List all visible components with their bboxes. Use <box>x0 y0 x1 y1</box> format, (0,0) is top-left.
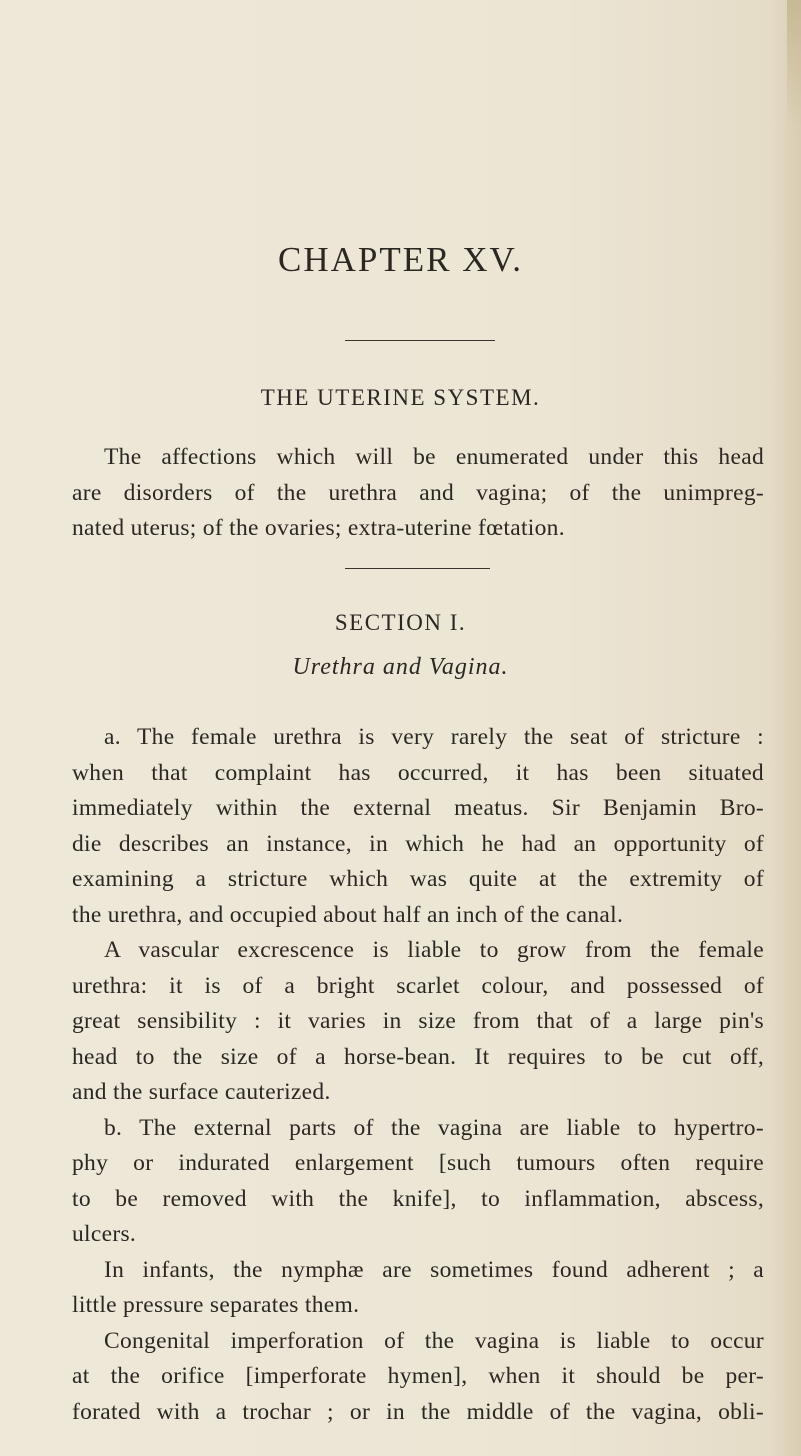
intro-line: The affections which will be enumerated under this head <box>104 444 764 470</box>
body-line: examining a stricture which was quite at the extremity of <box>72 866 764 892</box>
body-line: immediately within the external meatus. Sir Benjamin Bro- <box>72 795 764 821</box>
body-line: die describes an instance, in which he had an opportunity of <box>72 830 764 857</box>
section-heading: SECTION I. <box>334 610 467 635</box>
body-line: great sensibility : it varies in size from that of a large pin's <box>72 1008 764 1034</box>
body-line: and the surface cauterized. <box>72 1079 331 1105</box>
body-line: a. The female urethra is very rarely the seat of stricture : <box>104 724 764 750</box>
section-body <box>72 720 764 1430</box>
body-line: forated with a trochar ; or in the middle of the vagina, obli- <box>72 1398 764 1425</box>
body-line: A vascular excrescence is liable to grow from the female <box>104 937 764 963</box>
body-line: Congenital imperforation of the vagina is liable to occur <box>104 1327 764 1354</box>
intro-line: nated uterus; of the ovaries; extra-uterine fœtation. <box>72 515 565 541</box>
body-line: head to the size of a horse-bean. It requires to be cut off, <box>72 1043 764 1070</box>
body-line: little pressure separates them. <box>72 1292 360 1318</box>
body-line: to be removed with the knife], to inflammation, abscess, <box>72 1185 764 1212</box>
section-rule <box>345 568 490 569</box>
body-line: b. The external parts of the vagina are liable to hypertro- <box>104 1114 764 1141</box>
body-line: when that complaint has occurred, it has been situated <box>72 759 764 786</box>
chapter-title: CHAPTER XV. <box>277 240 523 279</box>
body-line: urethra: it is of a bright scarlet colour, and possessed of <box>72 972 764 999</box>
body-line: ulcers. <box>72 1221 137 1247</box>
page-edge-shadow <box>787 0 801 130</box>
body-line: In infants, the nymphæ are sometimes found adherent ; a <box>104 1256 764 1283</box>
intro-paragraph <box>72 440 764 547</box>
chapter-subtitle: THE UTERINE SYSTEM. <box>260 385 541 410</box>
intro-line: are disorders of the urethra and vagina; of the unimpreg- <box>72 479 764 506</box>
title-rule <box>345 340 495 341</box>
body-line: at the orifice [imperforate hymen], when it should be per- <box>72 1363 764 1389</box>
section-subtitle: Urethra and Vagina. <box>292 654 509 680</box>
body-line: the urethra, and occupied about half an inch of the canal. <box>72 901 624 928</box>
body-line: phy or indurated enlargement [such tumours often require <box>72 1150 764 1176</box>
